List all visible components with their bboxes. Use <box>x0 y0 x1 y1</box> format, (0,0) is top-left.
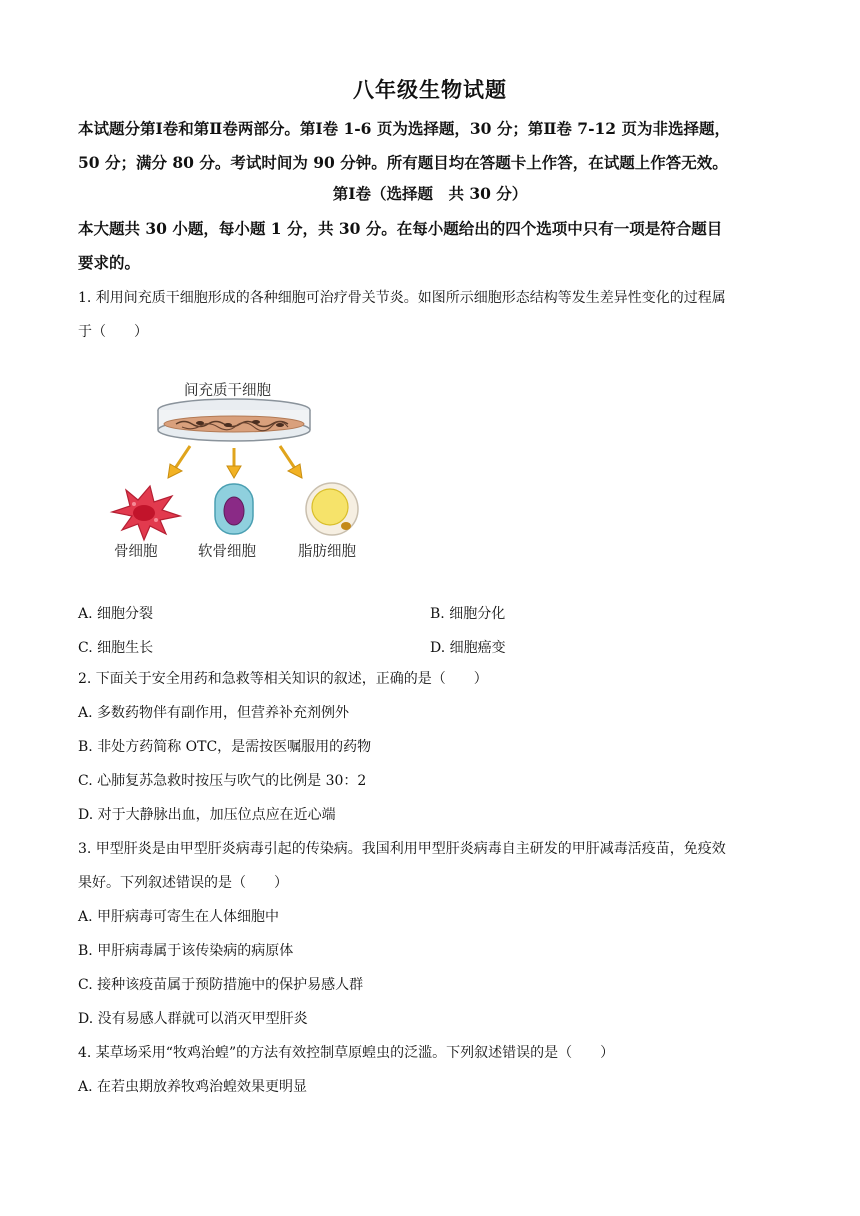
section-instructions-line-1: 本大题共 30 小题，每小题 1 分，共 30 分。在每小题给出的四个选项中只有一项是符合题目 <box>78 219 723 238</box>
figure-label-cartilage-cell: 软骨细胞 <box>198 544 256 560</box>
cartilage-cell-icon <box>215 484 253 534</box>
question-3-option-b: B. 甲肝病毒属于该传染病的病原体 <box>78 943 294 959</box>
fat-cell-icon <box>306 483 358 535</box>
question-3-stem-line-2: 果好。下列叙述错误的是（ ） <box>78 875 288 891</box>
exam-title: 八年级生物试题 <box>353 77 507 102</box>
arrow-down-left-icon <box>168 446 190 478</box>
question-1-option-d: D. 细胞癌变 <box>430 640 506 656</box>
arrow-down-right-icon <box>280 446 302 478</box>
exam-instructions <box>78 112 790 180</box>
figure-drawing <box>96 368 376 568</box>
question-3-option-a: A. 甲肝病毒可寄生在人体细胞中 <box>78 909 280 925</box>
question-1-stem-line-2: 于（ ） <box>78 324 148 340</box>
figure-label-stem-cell: 间充质干细胞 <box>184 383 271 399</box>
question-1-stem <box>78 281 790 349</box>
question-1-option-c: C. 细胞生长 <box>78 640 154 656</box>
section-instructions <box>78 212 790 280</box>
question-2 <box>78 662 790 832</box>
question-3-option-c: C. 接种该疫苗属于预防措施中的保护易感人群 <box>78 977 364 993</box>
question-4-stem: 4. 某草场采用“牧鸡治蝗”的方法有效控制草原蝗虫的泛滥。下列叙述错误的是（ ） <box>78 1045 615 1061</box>
question-1-stem-line-1: 1. 利用间充质干细胞形成的各种细胞可治疗骨关节炎。如图所示细胞形态结构等发生差异性变化的过程属 <box>78 290 726 306</box>
question-2-option-a: A. 多数药物伴有副作用，但营养补充剂例外 <box>78 705 350 721</box>
question-3-stem-line-1: 3. 甲型肝炎是由甲型肝炎病毒引起的传染病。我国利用甲型肝炎病毒自主研发的甲肝减毒活疫苗，免疫效 <box>78 841 726 857</box>
instructions-line-1: 本试题分第Ⅰ卷和第Ⅱ卷两部分。第Ⅰ卷 1-6 页为选择题，30 分；第Ⅱ卷 7-12 页为非选择题， <box>78 119 730 138</box>
question-2-option-c: C. 心肺复苏急救时按压与吹气的比例是 30：2 <box>78 773 367 789</box>
instructions-line-2: 50 分；满分 80 分。考试时间为 90 分钟。所有题目均在答题卡上作答，在试题上作答无效。 <box>78 153 728 172</box>
question-2-stem: 2. 下面关于安全用药和急救等相关知识的叙述，正确的是（ ） <box>78 671 488 687</box>
figure-label-fat-cell: 脂肪细胞 <box>298 544 356 560</box>
question-4-option-a: A. 在若虫期放养牧鸡治蝗效果更明显 <box>78 1079 308 1095</box>
question-2-option-d: D. 对于大静脉出血，加压位点应在近心端 <box>78 807 336 823</box>
question-3 <box>78 832 790 1036</box>
stem-cell-differentiation-figure <box>96 368 376 568</box>
question-3-option-d: D. 没有易感人群就可以消灭甲型肝炎 <box>78 1011 308 1027</box>
question-1-option-b: B. 细胞分化 <box>430 606 506 622</box>
arrow-down-icon <box>227 448 241 478</box>
question-1-option-a: A. 细胞分裂 <box>78 606 154 622</box>
bone-cell-icon <box>112 486 180 540</box>
section-heading: 第Ⅰ卷（选择题 共 30 分） <box>332 184 528 203</box>
petri-dish-icon <box>158 399 310 441</box>
figure-label-bone-cell: 骨细胞 <box>114 544 158 560</box>
question-4 <box>78 1036 790 1104</box>
question-2-option-b: B. 非处方药简称 OTC，是需按医嘱服用的药物 <box>78 739 372 755</box>
section-instructions-line-2: 要求的。 <box>78 253 141 272</box>
